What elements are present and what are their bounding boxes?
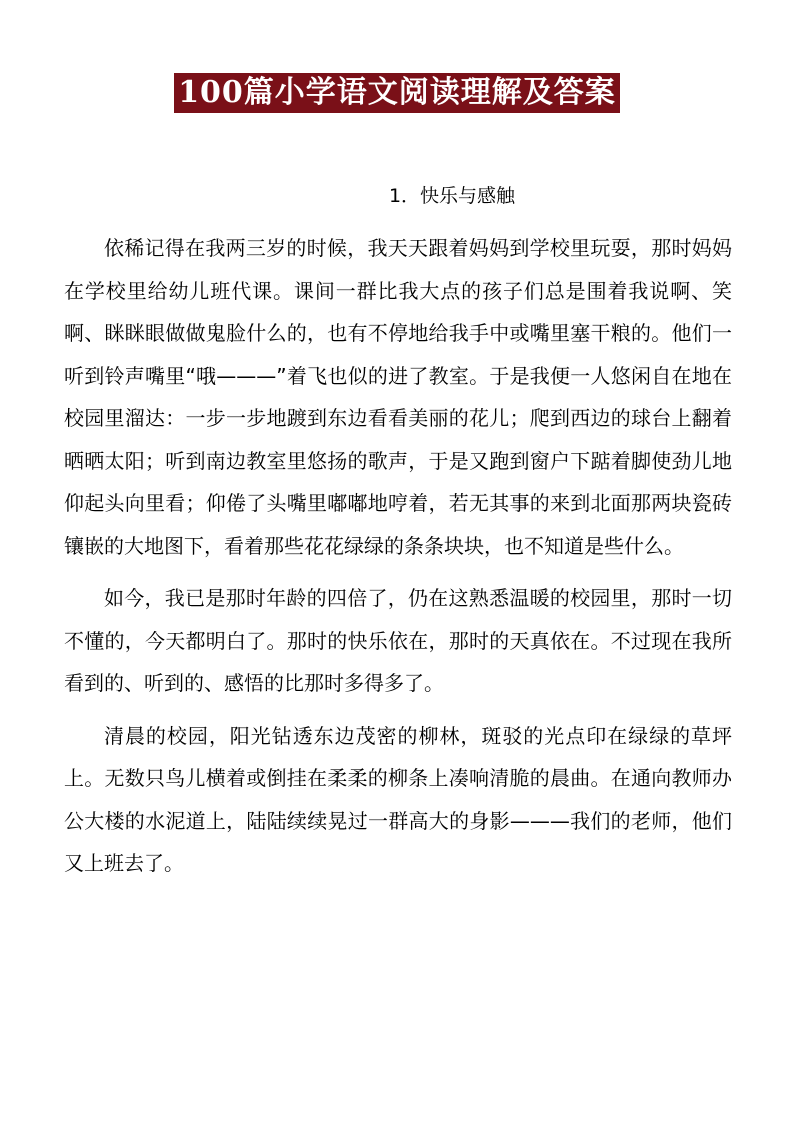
article-body xyxy=(64,227,732,895)
section-title: 1．快乐与感触 xyxy=(388,185,516,207)
paragraph-2: 如今，我已是那时年龄的四倍了，仍在这熟悉温暖的校园里，那时一切不懂的，今天都明白了。那时的快乐依在，那时的天真依在。不过现在我所看到的、听到的、感悟的比那时多得多了。 xyxy=(64,586,732,695)
paragraph-3: 清晨的校园，阳光钻透东边茂密的柳林，斑驳的光点印在绿绿的草坪上。无数只鸟儿横着或倒挂在柔柔的柳条上凑响清脆的晨曲。在通向教师办公大楼的水泥道上，陆陆续续晃过一群高大的身影———我们的老师，他们又上班去了。 xyxy=(64,723,732,875)
paragraph-1: 依稀记得在我两三岁的时候，我天天跟着妈妈到学校里玩耍，那时妈妈在学校里给幼儿班代课。课间一群比我大点的孩子们总是围着我说啊、笑啊、眯眯眼做做鬼脸什么的，也有不停地给我手中或嘴里塞干粮的。他们一听到铃声嘴里“哦———”着飞也似的进了教室。于是我便一人悠闲自在地在校园里溜达：一步一步地踱到东边看看美丽的花儿；爬到西边的球台上翻着晒晒太阳；听到南边教室里悠扬的歌声，于是又跑到窗户下踮着脚使劲儿地仰起头向里看；仰倦了头嘴里嘟嘟地哼着，若无其事的来到北面那两块瓷砖镶嵌的大地图下，看着那些花花绿绿的条条块块，也不知道是些什么。 xyxy=(64,236,732,558)
title-banner xyxy=(0,73,794,113)
document-title: 100篇小学语文阅读理解及答案 xyxy=(174,73,620,113)
